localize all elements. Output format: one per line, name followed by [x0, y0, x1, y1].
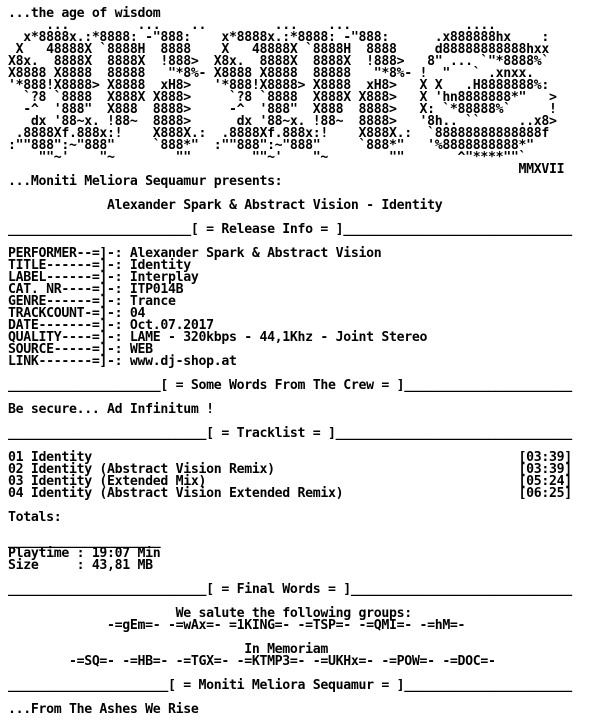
- closing-line: ...From The Ashes We Rise: [8, 702, 199, 717]
- totals-playtime: Playtime : 19:07 Min: [8, 546, 161, 561]
- totals-size: Size : 43,81 MB: [8, 558, 153, 573]
- crew-words-text: Be secure... Ad Infinitum !: [8, 402, 214, 417]
- section-header-tracklist: __________________________[ = Tracklist = ]_______________________________: [8, 426, 572, 441]
- ascii-art-line: X8888 X8888 88888 "*8%- X8888 X8888 88888 "*8%- ! " ` .xnxx.: [8, 66, 534, 81]
- track-row: 03 Identity (Extended Mix) [05:24]: [8, 474, 572, 489]
- memoriam-groups: -=SQ=- -=HB=- -=TGX=- -=KTMP3=- -=UKHx=- -=POW=- -=DOC=-: [8, 654, 496, 669]
- section-header-final-words: __________________________[ = Final Words = ]_____________________________: [8, 582, 572, 597]
- info-link: LINK-------=]-: www.dj-shop.at: [8, 354, 237, 369]
- info-quality: QUALITY----=]-: LAME - 320kbps - 44,1Khz - Joint Stereo: [8, 330, 428, 345]
- ascii-art-line: X8x. 8888X 8888X !888> X8x. 8888X 8888X !888> 8" ... `"*8888%`: [8, 54, 549, 69]
- ascii-art-line: dx '88~x. !88~ 8888> dx '88~x. !88~ 8888> '8h.. `` ..x8>: [8, 114, 557, 129]
- ascii-art-line: -^ '888" X888 8888> -^ '888" X888 8888> X: `*88888%` !: [8, 102, 557, 117]
- release-title: Alexander Spark & Abstract Vision - Identity: [8, 198, 443, 213]
- ascii-art-line: .8888Xf.888x:! X888X.: .8888Xf.888x:! X888X.: `88888888888888f: [8, 126, 549, 141]
- track-row: 04 Identity (Abstract Vision Extended Remix) [06:25]: [8, 486, 572, 501]
- info-trackcount: TRACKCOUNT-=]-: 04: [8, 306, 146, 321]
- ascii-art-line: `?8 `8888 X888X X888> `?8 `8888 X888X X888> X 'hn8888888*" >: [8, 90, 557, 105]
- info-title: TITLE------=]-: Identity: [8, 258, 191, 273]
- info-source: SOURCE-----=]-: WEB: [8, 342, 153, 357]
- section-header-release-info: ________________________[ = Release Info = ]______________________________: [8, 222, 572, 237]
- info-cat-nr: CAT. NR----=]-: ITP014B: [8, 282, 184, 297]
- nfo-text-block: [8, 8, 572, 716]
- track-row: 02 Identity (Abstract Vision Remix) [03:39]: [8, 462, 572, 477]
- ascii-art-line: ... ... .. ... ... ....: [8, 18, 496, 33]
- info-performer: PERFORMER--=]-: Alexander Spark & Abstract Vision: [8, 246, 382, 261]
- track-row: 01 Identity [03:39]: [8, 450, 572, 465]
- info-label: LABEL------=]-: Interplay: [8, 270, 199, 285]
- group-presents-line: ...Moniti Meliora Sequamur presents:: [8, 174, 283, 189]
- memoriam-heading: In Memoriam: [8, 642, 329, 657]
- greetings-groups: -=gEm=- -=wAx=- =1KING=- -=TSP=- -=QMI=- -=hM=-: [8, 618, 466, 633]
- totals-rule: ____________________: [8, 534, 161, 549]
- totals-label: Totals:: [8, 510, 62, 525]
- info-date: DATE-------=]-: Oct.07.2017: [8, 318, 214, 333]
- section-header-group-motto: _____________________[ = Moniti Meliora Sequamur = ]______________________: [8, 678, 572, 693]
- ascii-art-line: '*888!X8888> X8888 xH8> '*888!X8888> X8888 xH8> X X .H8888888%:: [8, 78, 549, 93]
- ascii-art-line: ""~' "~ "" ""~' "~ "" ^"****""`: [8, 150, 527, 165]
- text-line: ...the age of wisdom: [8, 6, 161, 21]
- ascii-art-line: X 48888X `8888H 8888 X 48888X `8888H 8888 d88888888888hxx: [8, 42, 549, 57]
- ascii-art-line: x*8888x.:*8888: -"888: x*8888x.:*8888: -"888: .x888888hx :: [8, 30, 549, 45]
- info-genre: GENRE------=]-: Trance: [8, 294, 176, 309]
- section-header-crew-words: ____________________[ = Some Words From The Crew = ]______________________: [8, 378, 572, 393]
- year-signature: MMXVII: [8, 162, 565, 177]
- blank-line: [8, 500, 572, 512]
- greetings-heading: We salute the following groups:: [8, 606, 412, 621]
- ascii-art-line: :""888":~"888" `888*" :""888":~"888" `888*" '%8888888888*": [8, 138, 534, 153]
